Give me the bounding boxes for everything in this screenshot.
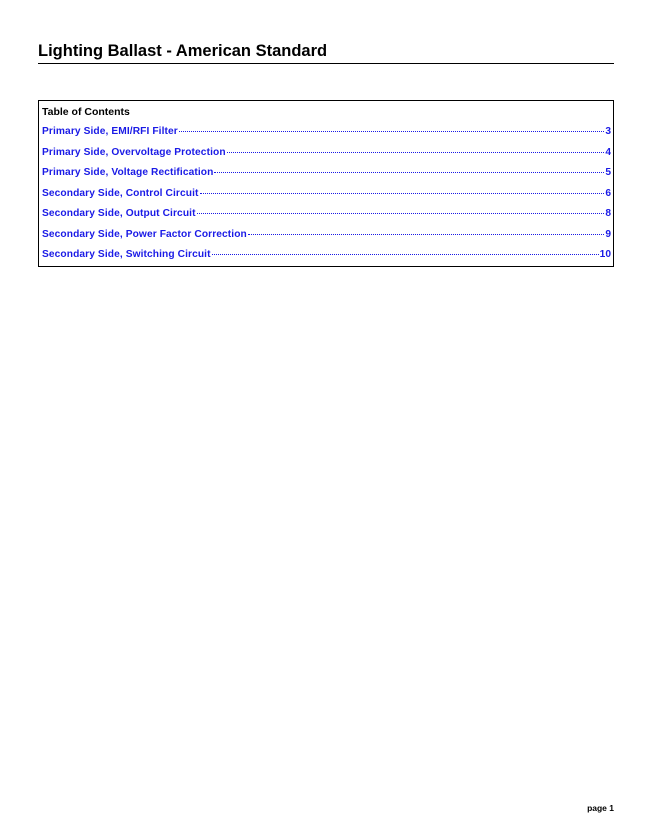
toc-entry-label: Secondary Side, Switching Circuit [42, 249, 211, 260]
toc-entry-page: 10 [599, 249, 611, 260]
page-title: Lighting Ballast - American Standard [38, 41, 614, 64]
toc-entry-control-circuit[interactable] [42, 188, 611, 209]
toc-entry-label: Primary Side, EMI/RFI Filter [42, 126, 178, 137]
toc-entry-page: 5 [605, 167, 611, 178]
toc-list [42, 126, 611, 270]
toc-entry-page: 4 [605, 146, 611, 158]
toc-entry-emi-rfi-filter[interactable] [42, 126, 611, 147]
toc-entry-page: 3 [605, 126, 611, 137]
toc-entry-page: 9 [605, 228, 611, 240]
toc-entry-output-circuit[interactable] [42, 208, 611, 229]
toc-heading: Table of Contents [42, 106, 130, 118]
toc-dot-leader [212, 254, 599, 255]
toc-entry-label: Primary Side, Voltage Rectification [42, 167, 214, 178]
toc-entry-voltage-rectification[interactable] [42, 167, 611, 188]
toc-dot-leader [197, 213, 605, 214]
toc-entry-label: Primary Side, Overvoltage Protection [42, 146, 226, 158]
toc-dot-leader [214, 172, 604, 173]
toc-entry-label: Secondary Side, Power Factor Correction [42, 228, 247, 240]
toc-entry-switching-circuit[interactable] [42, 249, 611, 270]
toc-entry-page: 6 [605, 187, 611, 199]
toc-dot-leader [200, 193, 605, 194]
toc-entry-label: Secondary Side, Output Circuit [42, 208, 196, 219]
toc-entry-page: 8 [605, 208, 611, 219]
toc-entry-power-factor-correction[interactable] [42, 229, 611, 250]
table-of-contents [38, 100, 614, 267]
toc-dot-leader [227, 152, 605, 153]
toc-entry-label: Secondary Side, Control Circuit [42, 187, 199, 199]
toc-dot-leader [179, 131, 604, 132]
toc-dot-leader [248, 234, 604, 235]
page-number: page 1 [587, 803, 614, 813]
toc-entry-overvoltage-protection[interactable] [42, 147, 611, 168]
